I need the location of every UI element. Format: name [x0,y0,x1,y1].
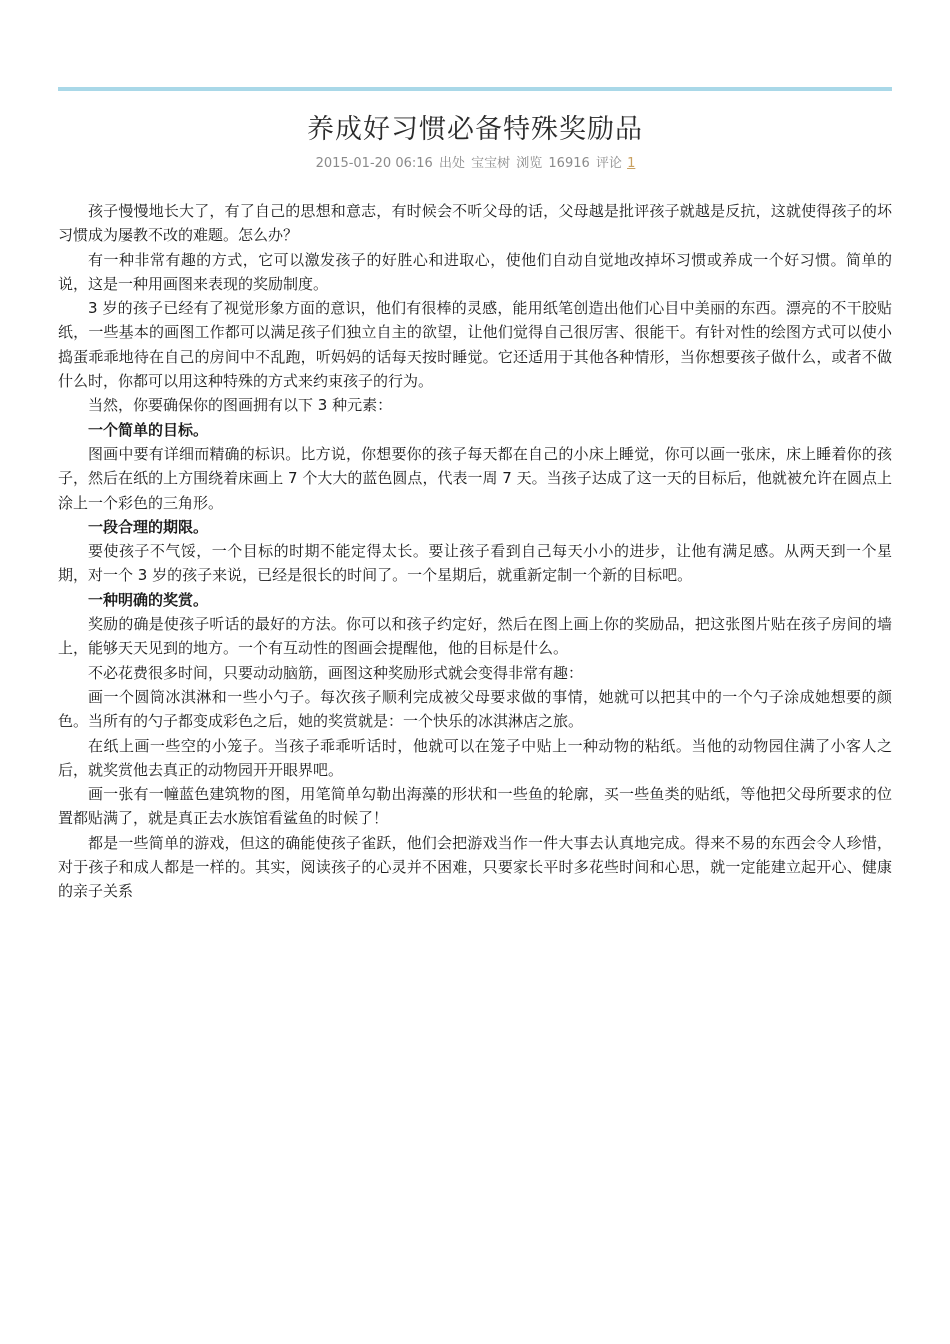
paragraph: 画一个圆筒冰淇淋和一些小勺子。每次孩子顺利完成被父母要求做的事情，她就可以把其中的一个勺子涂成她想要的颜色。当所有的勺子都变成彩色之后，她的奖赏就是：一个快乐的冰淇淋店之旅。 [58,687,892,731]
article-body [58,199,892,904]
source-label: 出处 [438,156,465,171]
article-meta [58,155,892,173]
paragraph: 不必花费很多时间，只要动动脑筋，画图这种奖励形式就会变得非常有趣： [88,663,584,682]
paragraph: 在纸上画一些空的小笼子。当孩子乖乖听话时，他就可以在笼子中贴上一种动物的粘纸。当他的动物园住满了小客人之后，就奖赏他去真正的动物园开开眼界吧。 [58,736,892,779]
paragraph: 孩子慢慢地长大了，有了自己的思想和意志，有时候会不听父母的话，父母越是批评孩子就越是反抗，这就使得孩子的坏习惯成为屡教不改的难题。怎么办？ [58,202,892,245]
views-label: 浏览 [516,156,543,171]
paragraph: 奖励的确是使孩子听话的最好的方法。你可以和孩子约定好，然后在图上画上你的奖励品，把这张图片贴在孩子房间的墙上，能够天天见到的地方。一个有互动性的图画会提醒他，他的目标是什么。 [58,615,892,658]
section-heading: 一段合理的期限。 [88,517,209,536]
paragraph: 图画中要有详细而精确的标识。比方说，你想要你的孩子每天都在自己的小床上睡觉，你可以画一张床，床上睡着你的孩子，然后在纸的上方围绕着床画上 7 个大大的蓝色圆点，代表一周 7 天。当孩子达成了这一天的目标后，他就被允许在圆点上涂上一个彩色的三角形。 [58,444,892,512]
article [58,110,892,904]
publish-date: 2015-01-20 06:16 [315,156,433,171]
section-heading: 一个简单的目标。 [88,420,209,439]
paragraph: 有一种非常有趣的方式，它可以激发孩子的好胜心和进取心，使他们自动自觉地改掉坏习惯或养成一个好习惯。简单的说，这是一种用画图来表现的奖励制度。 [58,250,892,293]
views-count: 16916 [548,156,590,171]
paragraph: 当然，你要确保你的图画拥有以下 3 种元素： [88,396,393,415]
page-title: 养成好习惯必备特殊奖励品 [307,114,643,145]
comments-label: 评论 [595,156,622,171]
comments-count-link[interactable]: 1 [627,156,636,171]
paragraph: 都是一些简单的游戏，但这的确能使孩子雀跃，他们会把游戏当作一件大事去认真地完成。得来不易的东西会令人珍惜，对于孩子和成人都是一样的。其实，阅读孩子的心灵并不困难，只要家长平时多花些时间和心思，就一定能建立起开心、健康的亲子关系 [58,833,892,901]
section-heading: 一种明确的奖赏。 [88,590,209,609]
source-name: 宝宝树 [471,156,511,171]
header-divider [58,87,892,91]
paragraph: 3 岁的孩子已经有了视觉形象方面的意识，他们有很棒的灵感，能用纸笔创造出他们心目中美丽的东西。漂亮的不干胶贴纸，一些基本的画图工作都可以满足孩子们独立自主的欲望，让他们觉得自己很厉害、很能干。有针对性的绘图方式可以使小捣蛋乖乖地待在自己的房间中不乱跑，听妈妈的话每天按时睡觉。它还适用于其他各种情形，当你想要孩子做什么，或者不做什么时，你都可以用这种特殊的方式来约束孩子的行为。 [58,299,892,391]
paragraph: 画一张有一幢蓝色建筑物的图，用笔简单勾勒出海藻的形状和一些鱼的轮廓，买一些鱼类的贴纸，等他把父母所要求的位置都贴满了，就是真正去水族馆看鲨鱼的时候了！ [58,785,892,828]
paragraph: 要使孩子不气馁，一个目标的时期不能定得太长。要让孩子看到自己每天小小的进步，让他有满足感。从两天到一个星期，对一个 3 岁的孩子来说，已经是很长的时间了。一个星期后，就重新定制一个新的目标吧。 [58,542,892,585]
